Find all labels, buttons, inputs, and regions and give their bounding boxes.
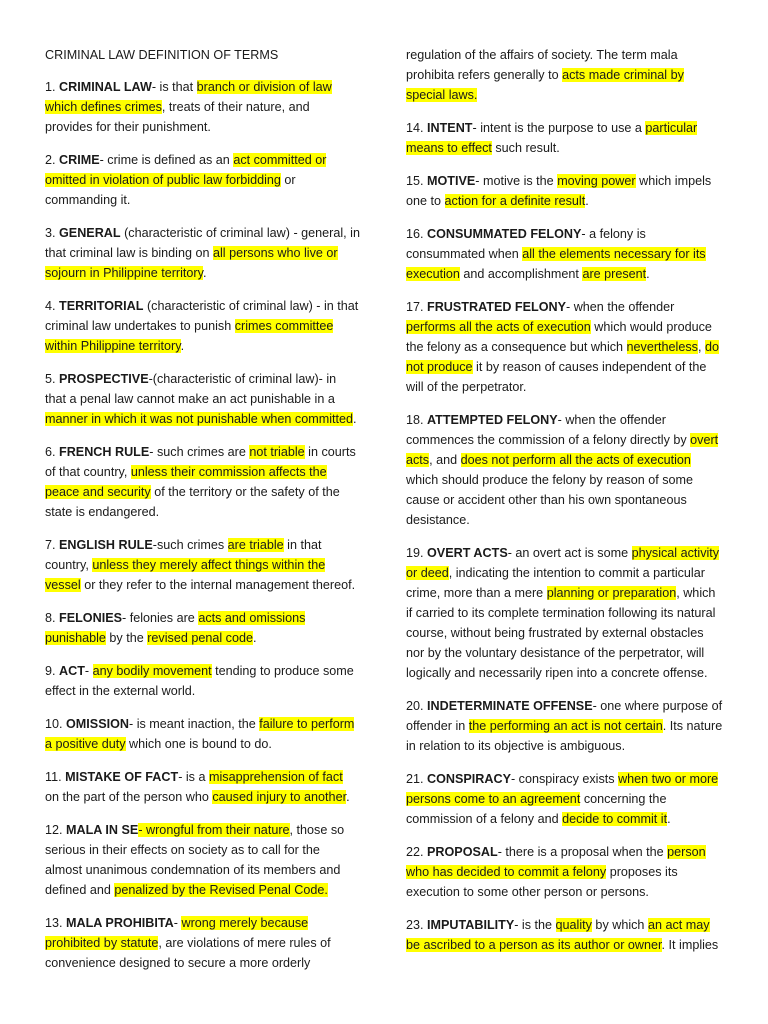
definition-text: 15. — [406, 174, 428, 188]
definition-text: which would produce the felony as a consequence but which — [406, 320, 712, 354]
highlighted-text: the performing an act is not certain — [468, 719, 663, 733]
definition-text: , which if carried to its complete termination following its natural course, without being frustrated by external obstacles nor by the voluntary desistance of the perpetrator, will logically and necessarily ripen into a concrete offense. — [406, 586, 716, 680]
term-label: CONSUMMATED FELONY — [427, 227, 582, 241]
definition-text: 6. — [45, 445, 60, 459]
highlighted-text: unless they merely affect things within the vessel — [45, 558, 326, 592]
definition-text: 17. — [406, 300, 428, 314]
definition-text: 8. — [45, 611, 60, 625]
highlighted-text: all the elements necessary for its execution — [406, 247, 706, 281]
highlighted-text: revised penal code — [147, 631, 253, 645]
definition-text: 7. — [45, 538, 60, 552]
definition-text: on the part of the person who — [45, 790, 213, 804]
definition-text: . — [180, 339, 185, 353]
definition-text: 21. — [406, 772, 428, 786]
definition-text: . — [252, 631, 257, 645]
highlighted-text: action for a definite result — [444, 194, 586, 208]
definition-text: 23. — [406, 918, 428, 932]
highlighted-text: crimes committee within Philippine territory — [45, 319, 334, 353]
definition-entry — [45, 767, 360, 807]
definition-text: - there is a proposal when the — [497, 845, 668, 859]
definition-text: - — [84, 664, 93, 678]
definition-text: (characteristic of criminal law) - general, in that criminal law is binding on — [45, 226, 360, 260]
definition-entry — [406, 915, 724, 955]
definition-entry — [406, 543, 724, 683]
definition-entry — [406, 769, 724, 829]
definition-text: in that country, — [45, 538, 322, 572]
definition-entry — [406, 45, 724, 105]
definition-entry — [45, 820, 360, 900]
definition-text: . — [353, 412, 357, 426]
definition-text: - when the offender — [566, 300, 675, 314]
definition-text: - motive is the — [475, 174, 558, 188]
definition-text: , treats of their nature, and provides for their punishment. — [45, 100, 310, 134]
definition-text: 20. — [406, 699, 428, 713]
term-label: OMISSION — [66, 717, 129, 731]
definition-text: - a felony is consummated when — [406, 227, 646, 261]
definition-entry — [406, 410, 724, 530]
definition-text: 3. — [45, 226, 60, 240]
term-label: CONSPIRACY — [427, 772, 511, 786]
definition-text: 1. — [45, 80, 60, 94]
term-label: CRIMINAL LAW — [59, 80, 152, 94]
highlighted-text: does not perform all the acts of execution — [460, 453, 691, 467]
definition-text: - when the offender commences the commission of a felony directly by — [406, 413, 691, 447]
term-label: FRUSTRATED FELONY — [427, 300, 567, 314]
definition-text: which impels one to — [406, 174, 712, 208]
highlighted-text: wrong merely because prohibited by statute — [45, 916, 309, 950]
highlighted-text: are triable — [227, 538, 284, 552]
definition-text: concerning the commission of a felony and — [406, 792, 667, 826]
definition-text: by which — [591, 918, 648, 932]
definition-text: or commanding it. — [45, 173, 296, 207]
definition-text: - intent is the purpose to use a — [472, 121, 646, 135]
term-label: MISTAKE OF FACT — [65, 770, 179, 784]
definition-entry — [45, 223, 360, 283]
definition-entry — [45, 661, 360, 701]
highlighted-text: moving power — [557, 174, 636, 188]
definition-entry — [45, 369, 360, 429]
highlighted-text: caused injury to another — [212, 790, 347, 804]
definition-entry — [406, 171, 724, 211]
definition-entry — [406, 224, 724, 284]
highlighted-text: quality — [555, 918, 592, 932]
term-label: ATTEMPTED FELONY — [427, 413, 558, 427]
definition-text: . — [667, 812, 671, 826]
definition-text: . — [202, 266, 207, 280]
highlighted-text: all persons who live or sojourn in Philippine territory — [45, 246, 338, 280]
definition-text: - crime is defined as an — [99, 153, 234, 167]
definition-text: in courts of that country, — [45, 445, 356, 479]
definition-text: - is a — [178, 770, 209, 784]
highlighted-text: unless their commission affects the peace and security — [45, 465, 327, 499]
term-label: CRIME — [59, 153, 100, 167]
definition-text: 16. — [406, 227, 428, 241]
definition-entry — [45, 442, 360, 522]
definition-text: - is that — [151, 80, 197, 94]
definition-text: 18. — [406, 413, 428, 427]
right-column — [406, 45, 724, 968]
definition-text: . Its nature in relation to its objective is ambiguous. — [406, 719, 723, 753]
highlighted-text: acts made criminal by special laws. — [406, 68, 684, 102]
highlighted-text: when two or more persons come to an agreement — [406, 772, 719, 806]
definition-text: 4. — [45, 299, 60, 313]
definition-text: - an overt act is some — [507, 546, 632, 560]
highlighted-text: not triable — [249, 445, 305, 459]
definition-entry — [406, 696, 724, 756]
definition-text: which one is bound to do. — [125, 737, 272, 751]
definition-text: 14. — [406, 121, 428, 135]
definition-text: 22. — [406, 845, 428, 859]
highlighted-text: branch or division of law which defines crimes — [45, 80, 332, 114]
definition-entry — [45, 535, 360, 595]
highlighted-text: act committed or omitted in violation of public law forbidding — [45, 153, 327, 187]
definition-text: 12. — [45, 823, 67, 837]
definition-text: . — [646, 267, 650, 281]
highlighted-text: - wrongful from their nature — [138, 823, 290, 837]
term-label: PROSPECTIVE — [59, 372, 149, 386]
definition-text: -(characteristic of criminal law)- in that a penal law cannot make an act punishable in a — [45, 372, 337, 406]
term-label: OVERT ACTS — [427, 546, 508, 560]
definition-text: . — [585, 194, 589, 208]
definition-text: regulation of the affairs of society. The term mala prohibita refers generally to — [406, 48, 678, 82]
definition-text: 13. — [45, 916, 67, 930]
definition-text: and accomplishment — [459, 267, 583, 281]
definition-entry — [406, 842, 724, 902]
definition-entry — [406, 118, 724, 158]
highlighted-text: an act may be ascribed to a person as its author or owner — [406, 918, 710, 952]
term-label: INDETERMINATE OFFENSE — [427, 699, 593, 713]
highlighted-text: performs all the acts of execution — [406, 320, 591, 334]
definition-text: , and — [429, 453, 461, 467]
highlighted-text: planning or preparation — [546, 586, 677, 600]
term-label: MOTIVE — [427, 174, 476, 188]
term-label: MALA PROHIBITA — [66, 916, 174, 930]
definition-text: -such crimes — [152, 538, 228, 552]
definition-text: 10. — [45, 717, 67, 731]
term-label: ACT — [59, 664, 85, 678]
term-label: ENGLISH RULE — [59, 538, 153, 552]
highlighted-text: overt acts — [406, 433, 719, 467]
term-label: MALA IN SE — [66, 823, 139, 837]
definition-text: 9. — [45, 664, 60, 678]
highlighted-text: nevertheless — [626, 340, 698, 354]
highlighted-text: acts and omissions punishable — [45, 611, 306, 645]
definition-text: - — [173, 916, 182, 930]
definition-text: , indicating the intention to commit a particular crime, more than a mere — [406, 566, 705, 600]
term-label: INTENT — [427, 121, 473, 135]
definition-entry — [406, 297, 724, 397]
definition-text: such result. — [491, 141, 560, 155]
definition-text: . It implies — [661, 938, 719, 952]
definition-text: 11. — [45, 770, 66, 784]
definition-text: - felonies are — [122, 611, 199, 625]
definition-text: tending to produce some effect in the external world. — [45, 664, 354, 698]
highlighted-text: are present — [582, 267, 647, 281]
definition-entry — [45, 150, 360, 210]
highlighted-text: manner in which it was not punishable when committed — [45, 412, 354, 426]
term-label: TERRITORIAL — [59, 299, 144, 313]
definition-text: it by reason of causes independent of the will of the perpetrator. — [406, 360, 707, 394]
definition-text: proposes its execution to some other person or persons. — [406, 865, 678, 899]
term-label: FRENCH RULE — [59, 445, 150, 459]
definition-text: of the territory or the safety of the state is endangered. — [45, 485, 340, 519]
definition-text: - conspiracy exists — [510, 772, 619, 786]
highlighted-text: decide to commit it — [562, 812, 668, 826]
term-label: FELONIES — [59, 611, 122, 625]
term-label: GENERAL — [59, 226, 121, 240]
definition-entry — [45, 77, 360, 137]
definition-text: - is meant inaction, the — [129, 717, 260, 731]
definition-text: which should produce the felony by reason of some cause or accident other than his own spontaneous desistance. — [406, 473, 694, 527]
definition-text: - such crimes are — [149, 445, 250, 459]
document-title: CRIMINAL LAW DEFINITION OF TERMS — [45, 48, 279, 62]
highlighted-text: misapprehension of fact — [208, 770, 343, 784]
definition-text: , are violations of mere rules of convenience designed to secure a more orderly — [45, 936, 331, 970]
definition-text: 19. — [406, 546, 428, 560]
definition-text: 5. — [45, 372, 60, 386]
definition-text: - one where purpose of offender in — [406, 699, 723, 733]
definition-text: by the — [105, 631, 148, 645]
definition-text: . — [346, 790, 350, 804]
definition-text: - is the — [514, 918, 556, 932]
definition-entry — [45, 608, 360, 648]
definition-entry — [45, 913, 360, 973]
definition-text: 2. — [45, 153, 60, 167]
highlighted-text: any bodily movement — [92, 664, 212, 678]
term-label: PROPOSAL — [427, 845, 498, 859]
highlighted-text: particular means to effect — [406, 121, 698, 155]
left-column — [45, 45, 360, 986]
definition-text: , — [697, 340, 705, 354]
highlighted-text: do not produce — [406, 340, 719, 374]
definition-text: , those so serious in their effects on society as to call for the almost unanimous condemnation of its members and defined and — [45, 823, 345, 897]
highlighted-text: failure to perform a positive duty — [45, 717, 355, 751]
definition-text: (characteristic of criminal law) - in that criminal law undertakes to punish — [45, 299, 359, 333]
highlighted-text: person who has decided to commit a felony — [406, 845, 706, 879]
highlighted-text: physical activity or deed — [406, 546, 720, 580]
definition-entry — [45, 296, 360, 356]
definition-text: or they refer to the internal management thereof. — [80, 578, 356, 592]
term-label: IMPUTABILITY — [427, 918, 515, 932]
highlighted-text: penalized by the Revised Penal Code. — [114, 883, 328, 897]
definition-entry — [45, 714, 360, 754]
